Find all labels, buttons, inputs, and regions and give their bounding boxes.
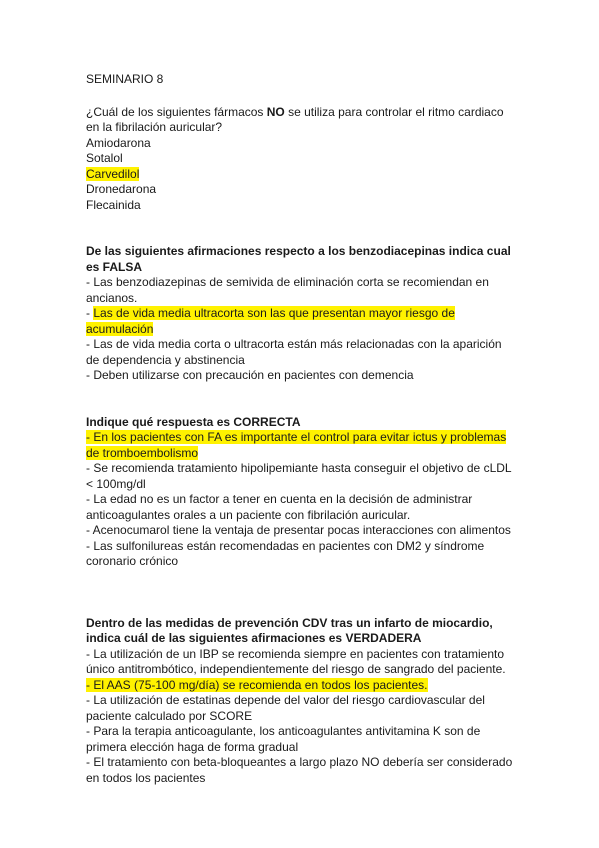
question-3: [86, 415, 517, 570]
question-1-option-2: Sotalol: [86, 151, 123, 165]
question-1-option-5: Flecainida: [86, 197, 141, 212]
question-1-stem: [86, 105, 517, 136]
document-title: SEMINARIO 8: [86, 72, 164, 86]
question-1-option-3-answer: Carvedilol: [86, 166, 140, 181]
question-3-option-4: - Acenocumarol tiene la ventaja de presentar pocas interacciones con alimentos: [86, 523, 511, 537]
question-2-option-1: - Las benzodiazepinas de semivida de eliminación corta se recomiendan en ancianos.: [86, 275, 489, 305]
question-1-option-1: Amiodarona: [86, 135, 151, 150]
question-1-stem-text-b: se utiliza para controlar el ritmo cardiaco en la fibrilación auricular?: [86, 104, 504, 134]
question-4-option-5: - El tratamiento con beta-bloqueantes a largo plazo NO debería ser considerado en todos los pacientes: [86, 755, 513, 785]
question-3-option-3: - La edad no es un factor a tener en cuenta en la decisión de administrar anticoagulantes orales a un paciente con fibrilación auricular.: [86, 492, 473, 522]
question-2: [86, 244, 517, 384]
question-2-option-2-answer: - Las de vida media ultracorta son las que presentan mayor riesgo de acumulación: [86, 306, 455, 336]
question-1-option-4: Dronedarona: [86, 182, 157, 196]
question-4-option-3: - La utilización de estatinas depende del valor del riesgo cardiovascular del paciente calculado por SCORE: [86, 693, 485, 723]
question-1-stem-text-a: ¿Cuál de los siguientes fármacos: [86, 104, 267, 119]
question-4-option-1: - La utilización de un IBP se recomienda siempre en pacientes con tratamiento único antitrombótico, independientemente del riesgo de sangrado del paciente.: [86, 646, 506, 676]
question-2-option-3: - Las de vida media corta o ultracorta están más relacionadas con la aparición de dependencia y abstinencia: [86, 337, 502, 367]
question-1-stem-emphasis: NO: [266, 104, 285, 119]
question-4-stem: Dentro de las medidas de prevención CDV tras un infarto de miocardio, indica cuál de las siguientes afirmaciones es VERDADERA: [86, 615, 493, 645]
question-3-stem: Indique qué respuesta es CORRECTA: [86, 414, 301, 429]
question-3-option-1-answer: - En los pacientes con FA es importante el control para evitar ictus y problemas de tromboembolismo: [86, 430, 507, 460]
question-4-option-4: - Para la terapia anticoagulante, los anticoagulantes antivitamina K son de primera elección haga de forma gradual: [86, 724, 481, 754]
question-3-option-2: - Se recomienda tratamiento hipolipemiante hasta conseguir el objetivo de cLDL < 100mg/dl: [86, 461, 512, 491]
question-4-option-2-answer: - El AAS (75-100 mg/día) se recomienda en todos los pacientes.: [86, 677, 428, 692]
question-4: [86, 616, 517, 787]
question-2-stem: De las siguientes afirmaciones respecto a los benzodiacepinas indica cual es FALSA: [86, 244, 511, 274]
question-1: [86, 105, 517, 214]
question-3-option-5: - Las sulfonilureas están recomendadas en pacientes con DM2 y síndrome coronario crónico: [86, 538, 485, 568]
question-2-option-4: - Deben utilizarse con precaución en pacientes con demencia: [86, 368, 414, 382]
